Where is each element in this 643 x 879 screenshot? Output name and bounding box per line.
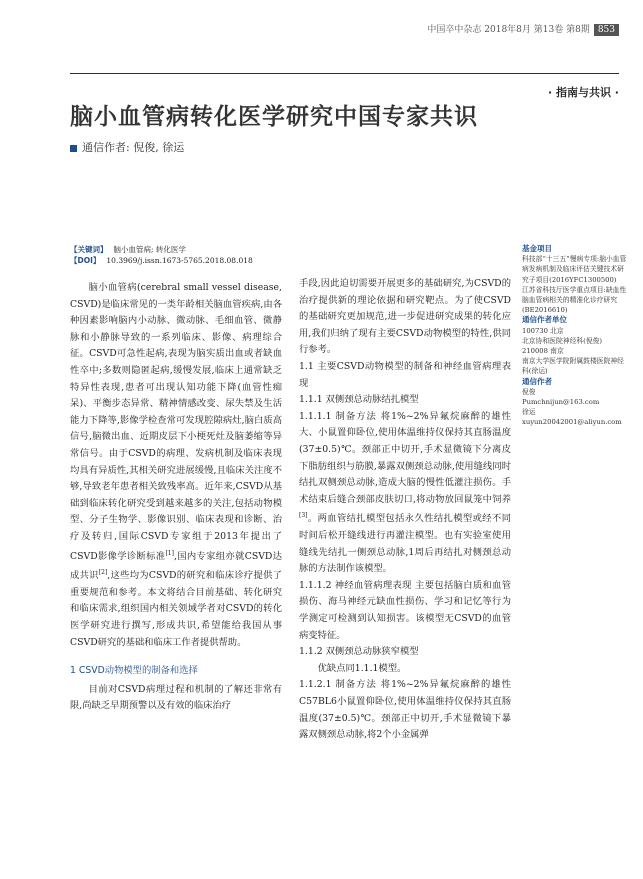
subsection-heading: 1.1 主要CSVD动物模型的制备和神经血管病理表现: [299, 360, 511, 389]
authors-line: [70, 139, 184, 155]
square-bullet-icon: [70, 145, 77, 152]
body-paragraph: 1.1.2.1 制备方法 将1%~2%异氟烷麻醉的雄性C57BL6小鼠置仰卧位,使用体温维持仪保持其直肠温度(37±0.5)℃。颈部正中切开,手术显微镜下暴露双侧颈总动脉,将2个小金属弹: [299, 679, 511, 741]
journal-info: 中国卒中杂志 2018年8月 第13卷 第8期: [427, 25, 590, 35]
doi-row: [70, 255, 275, 266]
keywords-row: [70, 244, 275, 255]
article-meta: [70, 244, 275, 266]
section-label: · 指南与共识 ·: [547, 86, 619, 99]
sidebar-info: [522, 244, 630, 428]
units-title: 通信作者单位: [522, 315, 567, 325]
citation-ref[interactable]: [2]: [98, 569, 108, 577]
authors-text: 通信作者: 倪俊, 徐运: [82, 141, 185, 154]
running-header: [427, 22, 619, 36]
page-number: 853: [594, 24, 619, 36]
body-paragraph: 目前对CSVD病理过程和机制的了解还非常有限,尚缺乏早期预警以及有效的临床治疗: [70, 683, 282, 712]
method-text-2: 。两血管结扎模型包括永久性结扎模型或经不同时间后松开缝线进行再灌注模型。也有实验室使用缝线先结扎一侧颈总动脉,1周后再结扎对侧颈总动脉的方法制作该模型。: [299, 513, 511, 575]
body-column-right: [299, 276, 511, 744]
method-text: 1.1.1.1 制备方法 将1%~2%异氟烷麻醉的雄性大、小鼠置仰卧位,使用体温维持仪保持其直肠温度(37±0.5)℃。颈部正中切开,手术显微镜下分离皮下脂肪组织与筋膜,暴露双侧颈总动脉,使用缝线同时结扎双侧颈总动脉,造成大脑的慢性低灌注损伤。手术结束后缝合颈部皮肤切口,将动物放回鼠笼中饲养: [299, 410, 511, 505]
keywords-label: 【关键词】: [70, 245, 108, 254]
intro-text: 脑小血管病(cerebral small vessel disease, CSVD)是临床常见的一类年龄相关脑血管疾病,由各种因素影响脑内小动脉、微动脉、毛细血管、微静脉和小静脉导致的一系列临床、影像、病理综合征。CSVD可急性起病,表现为脑实质出血或者缺血性卒中;多数则隐匿起病,缓慢发展,临床上通常缺乏特异性表现,患者可出现认知功能下降(血管性痴呆)、平衡步态异常、精神情感改变、尿失禁及生活能力下降等,影像学检查常可发现腔隙病灶,脑白质高信号,脑微出血、近期皮层下小梗死灶及脑萎缩等异常信号。由于CSVD的病理、发病机制及临床表现均具有异质性,其相关研究进展缓慢,且临床关注度不够,导致老年患者相关致残率高。近年来,CSVD从基础到临床转化研究受到越来越多的关注,包括动物模型、分子生物学、影像识别、临床表现和诊断、治疗及转归,国际CSVD专家组于2013年提出了CSVD影像学诊断标准: [70, 282, 282, 562]
corresponding-text[interactable]: 倪俊 Pumchnijun@163.com 徐运 xuyun20042001@aliyun.com: [522, 387, 622, 427]
units-text: 100730 北京 北京协和医院神经科(倪俊) 210008 南京 南京大学医学院附属鼓楼医院神经科(徐运): [522, 326, 624, 376]
body-paragraph: [299, 409, 511, 578]
intro-text-3: ,这些均为CSVD的研究和临床诊疗提供了重要规范和参考。本文将结合目前基础、转化研究和临床需求,组织国内相关领域学者对CSVD的转化医学研究进行撰写,形成共识,希望能给我国从事CSVD研究的基础和临床工作者提供帮助。: [70, 570, 282, 648]
intro-text-2: ,国内专家组亦就CSVD达成共识: [70, 550, 282, 582]
body-paragraph: 手段,因此迫切需要开展更多的基础研究,为CSVD的治疗提供新的理论依据和研究靶点。为了使CSVD的基础研究更加规范,进一步促进研究成果的转化应用,我们归纳了现有主要CSVD动物模型的特性,供同行参考。: [299, 278, 511, 356]
article-title: 脑小血管病转化医学研究中国专家共识: [70, 103, 478, 130]
subsection-heading: 1.1.1 双侧颈总动脉结扎模型: [299, 394, 419, 406]
keywords-value: 脑小血管病; 转化医学: [113, 245, 186, 254]
section-heading: 1 CSVD动物模型的制备和选择: [70, 665, 198, 677]
fund-title: 基金项目: [522, 244, 552, 253]
body-paragraph: 1.1.1.2 神经血管病理表现 主要包括脑白质和血管损伤、海马神经元缺血性损伤、学习和记忆等行为学测定可检测到认知损害。该模型无CSVD的血管病变特征。: [299, 579, 511, 641]
subsection-heading: 1.1.2 双侧颈总动脉狭窄模型: [299, 646, 419, 658]
body-column-left: [70, 280, 282, 715]
doi-value[interactable]: 10.3969/j.issn.1673-5765.2018.08.018: [106, 256, 253, 265]
header-rule: [70, 73, 619, 74]
citation-ref[interactable]: [3]: [299, 512, 308, 520]
citation-ref[interactable]: [1]: [165, 549, 174, 557]
fund-text: 科技部“十三五”慢病专项:脑小血管病发病机制及临床评估关键技术研究子项目(2016YFC1300500) 江苏省科技厅医学重点项目:缺血性脑血管病相关的精准化诊疗研究(BE2016610): [522, 255, 627, 315]
corresponding-title: 通信作者: [522, 376, 552, 386]
body-paragraph: 优缺点同1.1.1模型。: [317, 662, 407, 674]
doi-label: 【DOI】: [70, 256, 101, 265]
intro-paragraph: [70, 280, 282, 651]
